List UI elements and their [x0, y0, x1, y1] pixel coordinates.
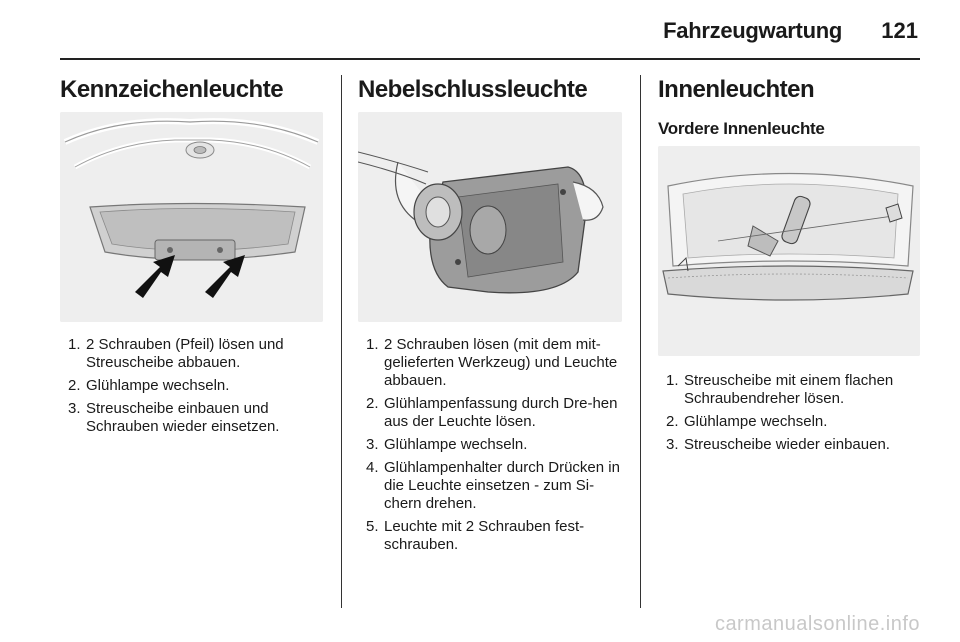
- step-list: [658, 372, 920, 459]
- list-item: 3. Streuscheibe wieder einbauen.: [666, 436, 890, 453]
- list-item: 2. Glühlampe wechseln.: [68, 377, 230, 394]
- list-item: 3. Glühlampe wechseln.: [366, 436, 528, 453]
- section-subtitle: Vordere Innenleuchte: [658, 119, 825, 138]
- list-item: 3. Streuscheibe einbauen und Schrauben wieder einsetzen.: [68, 400, 280, 435]
- list-item: 5. Leuchte mit 2 Schrauben fest-schrauben.: [366, 518, 585, 553]
- page-header: [0, 0, 960, 60]
- section-nebelschlussleuchte: [358, 76, 623, 553]
- column-divider: [341, 75, 342, 608]
- section-kennzeichenleuchte: [60, 76, 325, 435]
- list-item: 2. Glühlampe wechseln.: [666, 413, 828, 430]
- list-item: 1. 2 Schrauben (Pfeil) lösen und Streuscheibe abbauen.: [68, 336, 284, 371]
- fog-light-illustration: [358, 112, 622, 322]
- header-title: Fahrzeugwartung: [663, 18, 842, 43]
- page-number: 121: [881, 18, 918, 43]
- watermark: carmanualsonline.info: [714, 613, 920, 635]
- list-item: 2. Glühlampenfassung durch Dre-hen aus der Leuchte lösen.: [366, 395, 618, 430]
- list-item: 1. 2 Schrauben lösen (mit dem mit-gelieferten Werkzeug) und Leuchte abbauen.: [366, 336, 618, 389]
- list-item: 1. Streuscheibe mit einem flachen Schraubendreher lösen.: [666, 372, 894, 407]
- section-title: Innenleuchten: [658, 76, 815, 103]
- section-innenleuchten: [658, 76, 920, 453]
- step-list: [358, 336, 623, 559]
- header-rule: [60, 58, 920, 60]
- section-title: Kennzeichenleuchte: [60, 76, 284, 103]
- column-divider: [640, 75, 641, 608]
- step-list: [60, 336, 325, 441]
- list-item: 4. Glühlampenhalter durch Drücken in die Leuchte einsetzen - zum Si-chern drehen.: [366, 459, 620, 512]
- license-plate-light-illustration: [60, 112, 323, 322]
- interior-light-illustration: [658, 146, 920, 356]
- section-title: Nebelschlussleuchte: [358, 76, 588, 103]
